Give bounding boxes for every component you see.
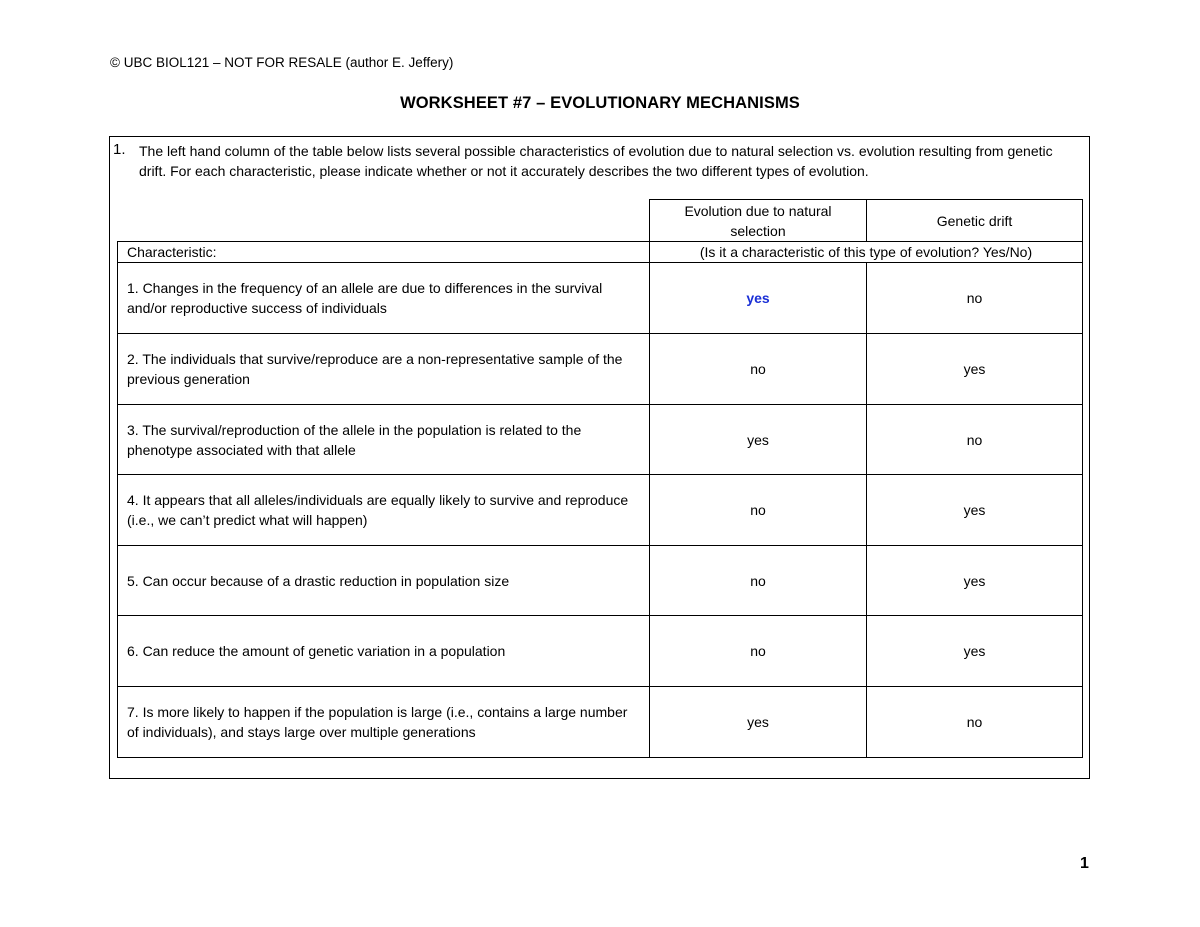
natural-selection-answer[interactable]: no [650,475,867,546]
table-header-row [118,200,1083,242]
worksheet-title: WORKSHEET #7 – EVOLUTIONARY MECHANISMS [400,94,800,112]
genetic-drift-answer[interactable]: no [867,687,1083,758]
genetic-drift-answer[interactable]: yes [867,475,1083,546]
natural-selection-header: Evolution due to natural selection [650,200,867,242]
table-subheader-row [118,242,1083,263]
characteristic-text: 1. Changes in the frequency of an allele are due to differences in the survival and/or reproductive success of individuals [118,263,650,334]
characteristic-label: Characteristic: [118,242,650,263]
characteristic-text: 5. Can occur because of a drastic reduction in population size [118,546,650,616]
natural-selection-answer[interactable]: yes [650,405,867,475]
genetic-drift-answer[interactable]: no [867,263,1083,334]
table-row [118,616,1083,687]
characteristic-text: 4. It appears that all alleles/individuals are equally likely to survive and reproduce (i.e., we can’t predict what will happen) [118,475,650,546]
answer-instruction: (Is it a characteristic of this type of evolution? Yes/No) [650,242,1083,263]
table-row [118,405,1083,475]
question-box [109,136,1090,779]
genetic-drift-header: Genetic drift [867,200,1083,242]
characteristic-text: 2. The individuals that survive/reproduce are a non-representative sample of the previous generation [118,334,650,405]
natural-selection-answer[interactable]: no [650,616,867,687]
characteristic-text: 6. Can reduce the amount of genetic variation in a population [118,616,650,687]
table-row [118,546,1083,616]
natural-selection-answer[interactable]: yes [650,263,867,334]
natural-selection-answer[interactable]: yes [650,687,867,758]
characteristics-table [117,199,1083,758]
genetic-drift-answer[interactable]: yes [867,334,1083,405]
genetic-drift-answer[interactable]: yes [867,546,1083,616]
characteristic-text: 7. Is more likely to happen if the population is large (i.e., contains a large number of individuals), and stays large over multiple generations [118,687,650,758]
table-row [118,475,1083,546]
blank-header-cell [118,200,650,242]
characteristic-text: 3. The survival/reproduction of the allele in the population is related to the phenotype associated with that allele [118,405,650,475]
natural-selection-answer[interactable]: no [650,546,867,616]
table-row [118,263,1083,334]
copyright-notice: © UBC BIOL121 – NOT FOR RESALE (author E. Jeffery) [110,55,454,70]
natural-selection-answer[interactable]: no [650,334,867,405]
table-row [118,334,1083,405]
question-text: The left hand column of the table below lists several possible characteristics of evolution due to natural selection vs. evolution resulting from genetic drift. For each characteristic, please indicate whether or not it accurately describes the two different types of evolution. [139,143,1053,179]
genetic-drift-answer[interactable]: yes [867,616,1083,687]
question-number: 1. [113,141,126,158]
genetic-drift-answer[interactable]: no [867,405,1083,475]
page-number: 1 [1080,855,1089,872]
table-row [118,687,1083,758]
